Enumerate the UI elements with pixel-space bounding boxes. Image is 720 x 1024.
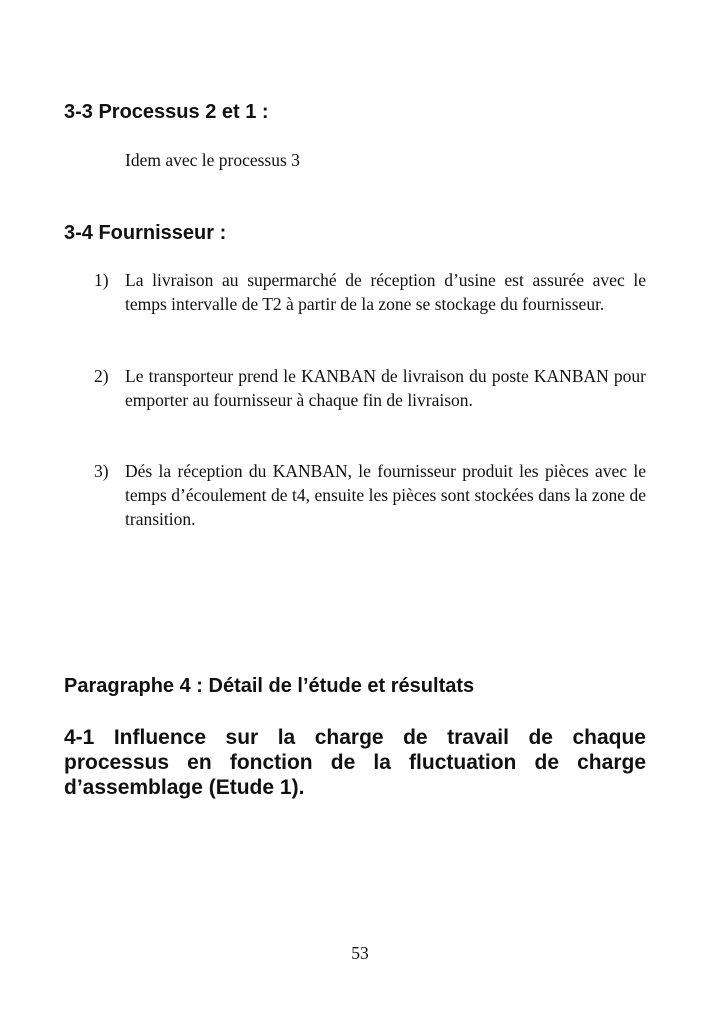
paragraph-4-heading: Paragraphe 4 : Détail de l’étude et résultats	[64, 675, 475, 697]
list-item-number: 3)	[94, 461, 109, 481]
list-item-number: 2)	[94, 366, 109, 386]
list-item	[94, 364, 646, 412]
page-number: 53	[351, 943, 369, 963]
list-item-text: Dés la réception du KANBAN, le fournisseur produit les pièces avec le temps d’écoulement de t4, ensuite les pièces sont stockées dans la zone de transition.	[125, 461, 646, 529]
list-item	[94, 268, 646, 316]
list-item-text: La livraison au supermarché de réception d’usine est assurée avec le temps intervalle de T2 à partir de la zone se stockage du fournisseur.	[125, 270, 646, 314]
section-3-3-text: Idem avec le processus 3	[125, 150, 300, 170]
list-item-text: Le transporteur prend le KANBAN de livraison du poste KANBAN pour emporter au fournisseur à chaque fin de livraison.	[125, 366, 646, 410]
section-3-3-heading: 3-3 Processus 2 et 1 :	[64, 101, 269, 123]
list-item	[94, 459, 646, 531]
section-4-1-heading: 4-1 Influence sur la charge de travail de chaque processus en fonction de la fluctuation de charge d’assemblage (Etude 1).	[64, 726, 646, 799]
section-3-4-heading: 3-4 Fournisseur :	[64, 222, 227, 244]
list-item-number: 1)	[94, 270, 109, 290]
